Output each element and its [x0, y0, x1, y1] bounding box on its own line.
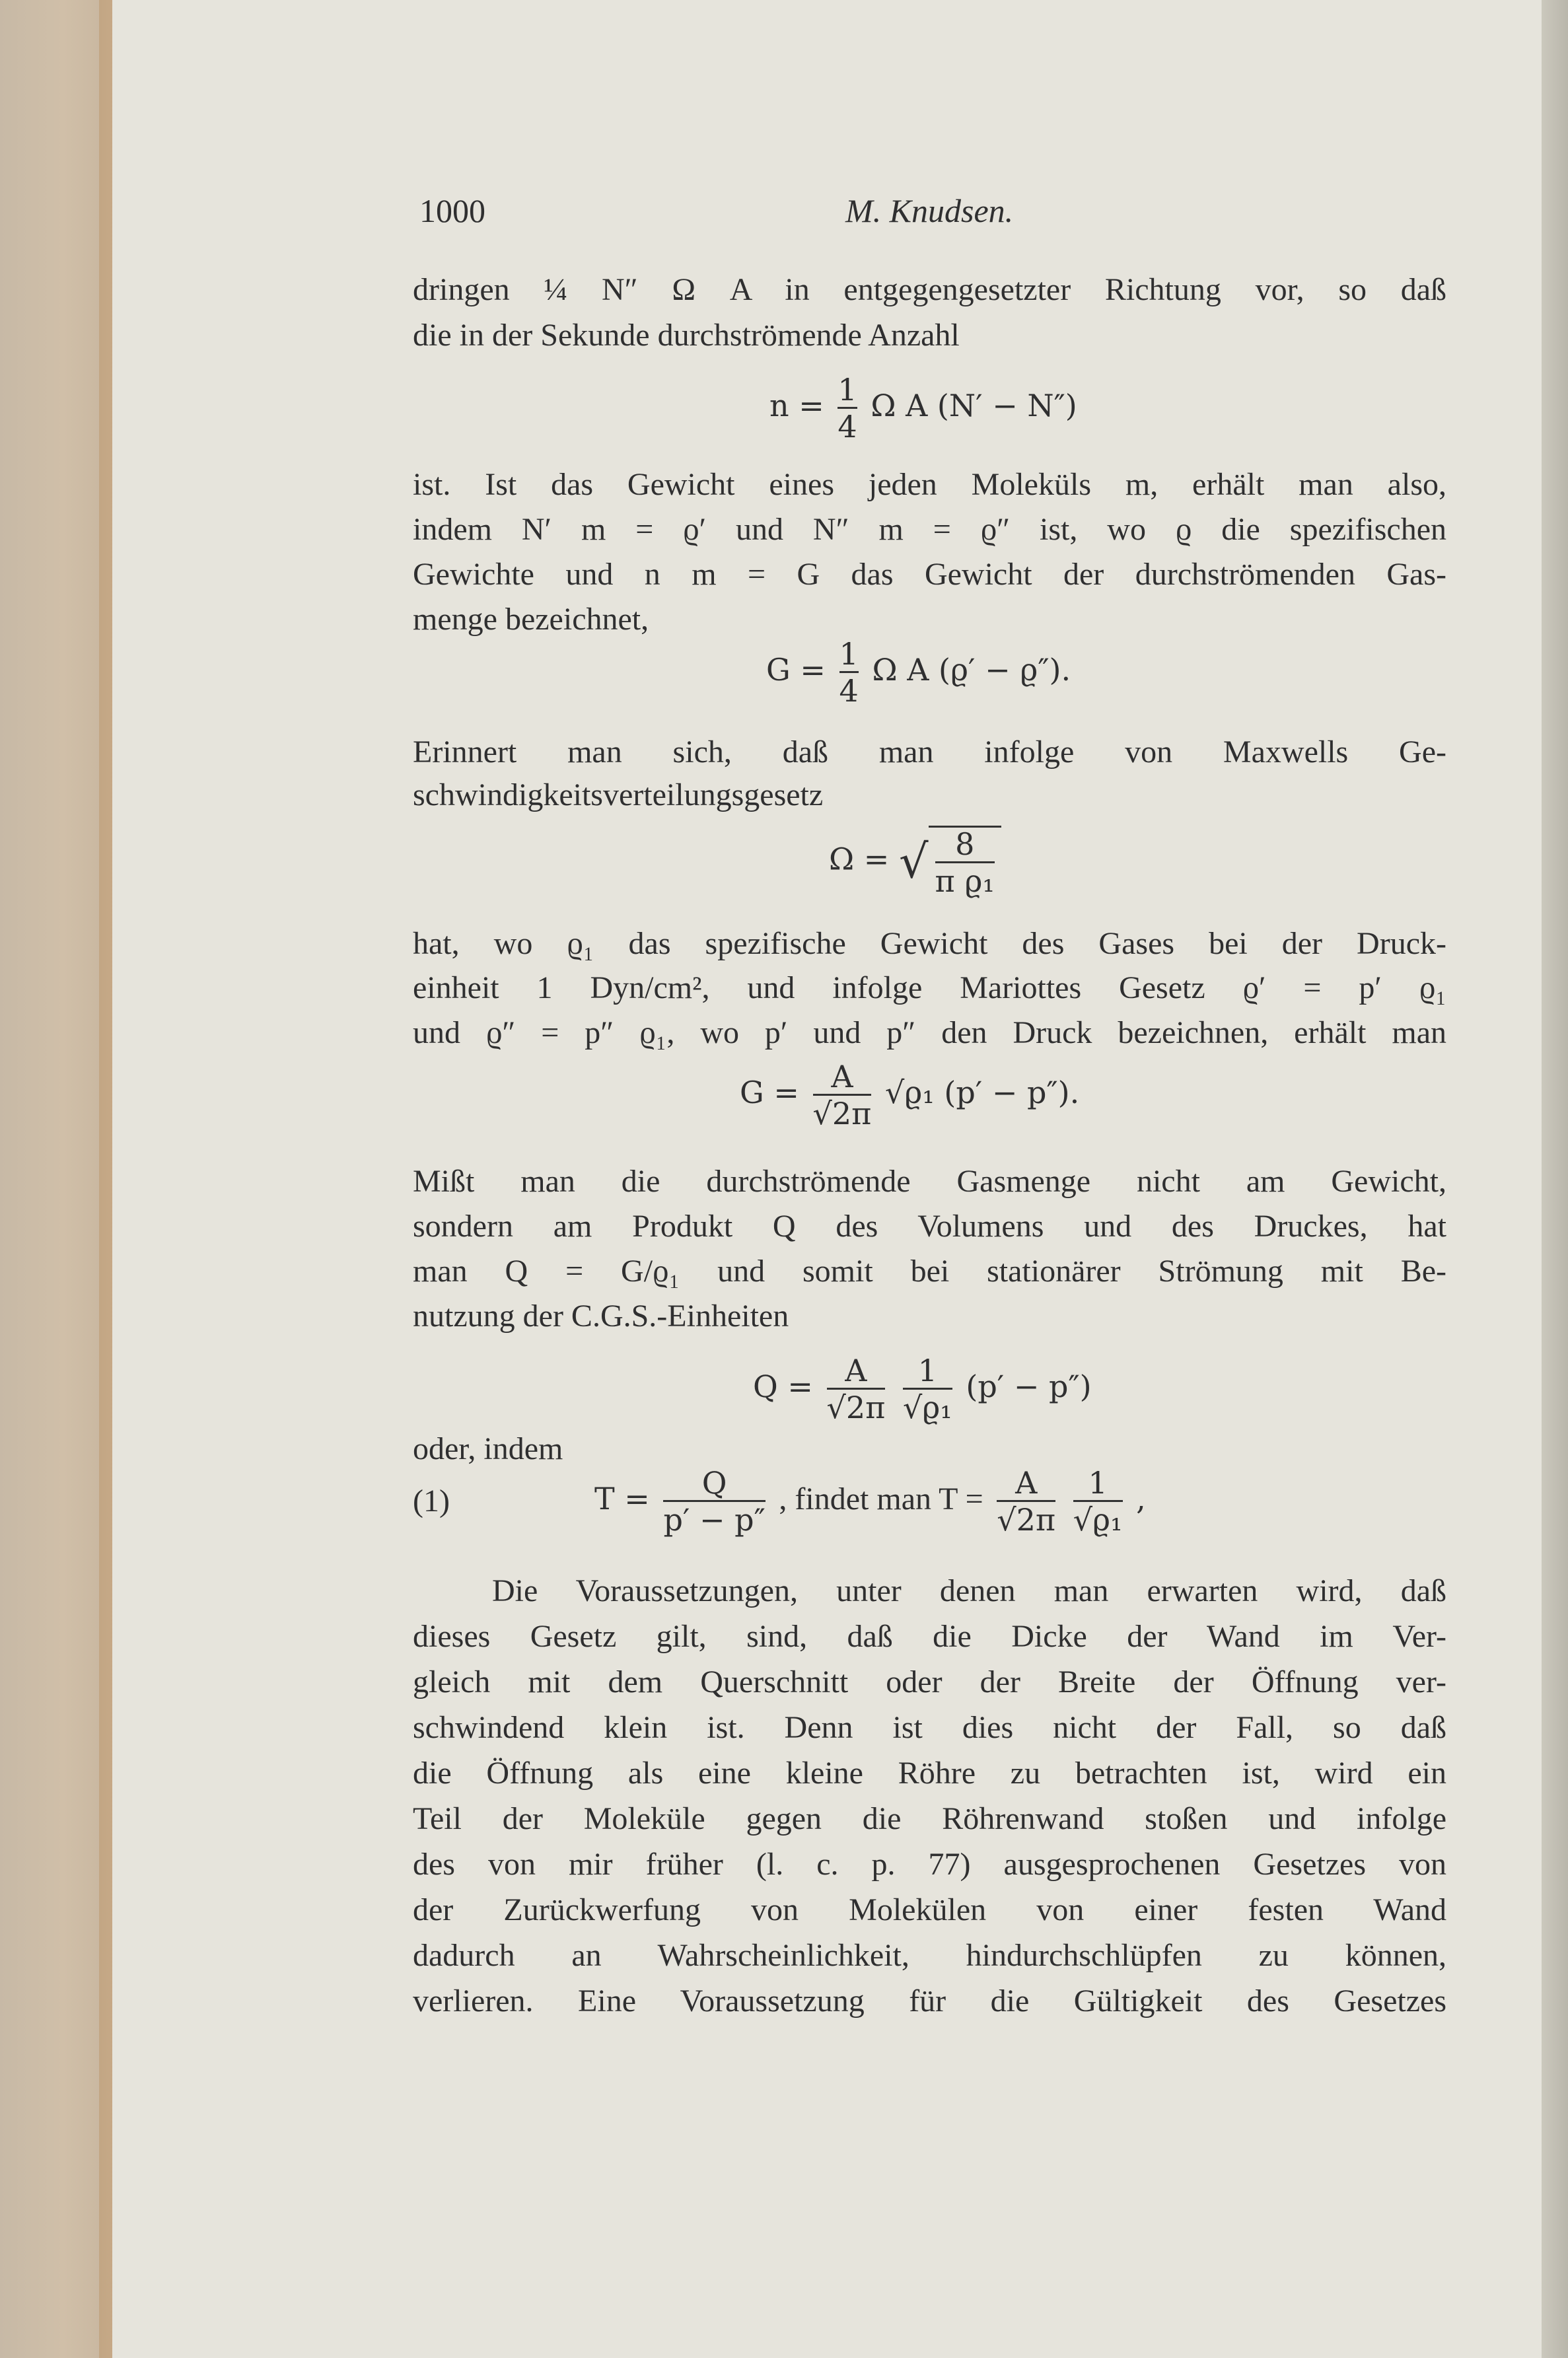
numerator: 8 — [955, 826, 975, 862]
denominator: √2π — [813, 1094, 872, 1131]
numerator: 1 — [837, 372, 857, 408]
page-edge-left — [0, 0, 106, 2358]
formula-G — [766, 637, 1071, 707]
formula-rhs: √ϱ₁ (p′ − p″). — [884, 1075, 1080, 1111]
text-line: dieses Gesetz gilt, sind, daß die Dicke der Wand im Ver- — [413, 1619, 1446, 1654]
text-line: oder, indem — [413, 1431, 563, 1466]
text-line: einheit 1 Dyn/cm², und infolge Mariottes Gesetz ϱ′ = p′ ϱ₁ — [413, 970, 1447, 1005]
denominator: √ϱ₁ — [1073, 1500, 1123, 1537]
numerator: A — [831, 1059, 853, 1094]
text-line: nutzung der C.G.S.-Einheiten — [413, 1299, 789, 1334]
numerator: 1 — [839, 636, 859, 672]
fraction — [903, 1354, 952, 1424]
text-line: sondern am Produkt Q des Volumens und des Druckes, hat — [413, 1209, 1446, 1244]
text-line: Gewichte und n m = G das Gewicht der durchströmenden Gas- — [413, 557, 1446, 592]
text-line: Teil der Moleküle gegen die Röhrenwand stoßen und infolge — [413, 1801, 1446, 1836]
numerator: A — [845, 1353, 867, 1388]
formula-rhs: Ω A (N′ − N″) — [871, 388, 1077, 424]
formula-end: , — [1136, 1481, 1146, 1517]
numerator: A — [1015, 1465, 1038, 1501]
formula-omega — [829, 826, 1001, 898]
fraction — [813, 1060, 872, 1130]
text-line: die in der Sekunde durchströmende Anzahl — [413, 318, 960, 353]
text-line: der Zurückwerfung von Molekülen von einer festen Wand — [413, 1892, 1446, 1927]
text-line: Mißt man die durchströmende Gasmenge nicht am Gewicht, — [413, 1164, 1446, 1199]
formula-rhs: (p′ − p″) — [966, 1369, 1092, 1405]
fraction — [827, 1354, 886, 1424]
denominator: √ϱ₁ — [903, 1388, 952, 1425]
equation-label: (1) — [413, 1483, 450, 1518]
formula-lhs: G = — [740, 1075, 799, 1111]
formula-middle-text: , findet man T = — [779, 1482, 983, 1517]
formula-Q — [753, 1354, 1092, 1424]
text-line: indem N′ m = ϱ′ und N″ m = ϱ″ ist, wo ϱ die spezifischen — [413, 512, 1446, 547]
text-line: ist. Ist das Gewicht eines jeden Moleküls m, erhält man also, — [413, 467, 1446, 502]
text-line: Erinnert man sich, daß man infolge von Maxwells Ge- — [413, 734, 1446, 769]
text-line: dringen ¼ N″ Ω A in entgegengesetzter Richtung vor, so daß — [413, 272, 1446, 307]
text-line: die Öffnung als eine kleine Röhre zu betrachten ist, wird ein — [413, 1756, 1446, 1791]
fraction — [839, 637, 859, 707]
formula-lhs: Q = — [753, 1369, 813, 1405]
formula-lhs: G = — [766, 652, 826, 688]
fraction — [935, 828, 995, 898]
formula-lhs: T = — [594, 1481, 650, 1517]
text-line: des von mir früher (l. c. p. 77) ausgesprochenen Gesetzes von — [413, 1847, 1446, 1882]
numerator: 1 — [917, 1353, 937, 1388]
denominator: √2π — [827, 1388, 886, 1425]
text-line: schwindend klein ist. Denn ist dies nicht der Fall, so daß — [413, 1710, 1446, 1745]
text-line: schwindigkeitsverteilungsgesetz — [413, 777, 824, 812]
formula-n — [769, 373, 1077, 443]
text-line: menge bezeichnet, — [413, 602, 649, 637]
denominator: 4 — [839, 671, 859, 708]
page-edge-right — [1542, 0, 1568, 2358]
text-line: dadurch an Wahrscheinlichkeit, hindurchschlüpfen zu können, — [413, 1938, 1446, 1973]
denominator: 4 — [837, 407, 857, 444]
formula-rhs: Ω A (ϱ′ − ϱ″). — [872, 652, 1071, 688]
text-line: hat, wo ϱ₁ das spezifische Gewicht des Gases bei der Druck- — [413, 926, 1446, 961]
text-line: Die Voraussetzungen, unter denen man erwarten wird, daß — [492, 1573, 1446, 1608]
numerator: Q — [701, 1465, 727, 1501]
running-header-author: M. Knudsen. — [845, 192, 1014, 229]
denominator: p′ − p″ — [663, 1500, 765, 1537]
sqrt-body — [929, 826, 1001, 898]
text-line: man Q = G/ϱ₁ und somit bei stationärer Strömung mit Be- — [413, 1254, 1446, 1289]
denominator: π ϱ₁ — [935, 861, 995, 898]
numerator: 1 — [1088, 1465, 1108, 1501]
text-line: verlieren. Eine Voraussetzung für die Gültigkeit des Gesetzes — [413, 1983, 1446, 2019]
text-line: gleich mit dem Querschnitt oder der Breite der Öffnung ver- — [413, 1664, 1446, 1699]
fraction — [997, 1466, 1055, 1536]
fraction — [663, 1466, 765, 1536]
formula-lhs: Ω = — [829, 841, 890, 877]
fraction — [837, 373, 857, 443]
formula-lhs: n = — [769, 388, 824, 424]
sqrt-sign: √ — [898, 834, 929, 889]
formula-T — [594, 1466, 1146, 1536]
page-number: 1000 — [419, 192, 485, 229]
formula-G-pressure — [740, 1060, 1079, 1130]
fraction — [1073, 1466, 1123, 1536]
denominator: √2π — [997, 1500, 1055, 1537]
text-line: und ϱ″ = p″ ϱ₁, wo p′ und p″ den Druck bezeichnen, erhält man — [413, 1015, 1446, 1050]
